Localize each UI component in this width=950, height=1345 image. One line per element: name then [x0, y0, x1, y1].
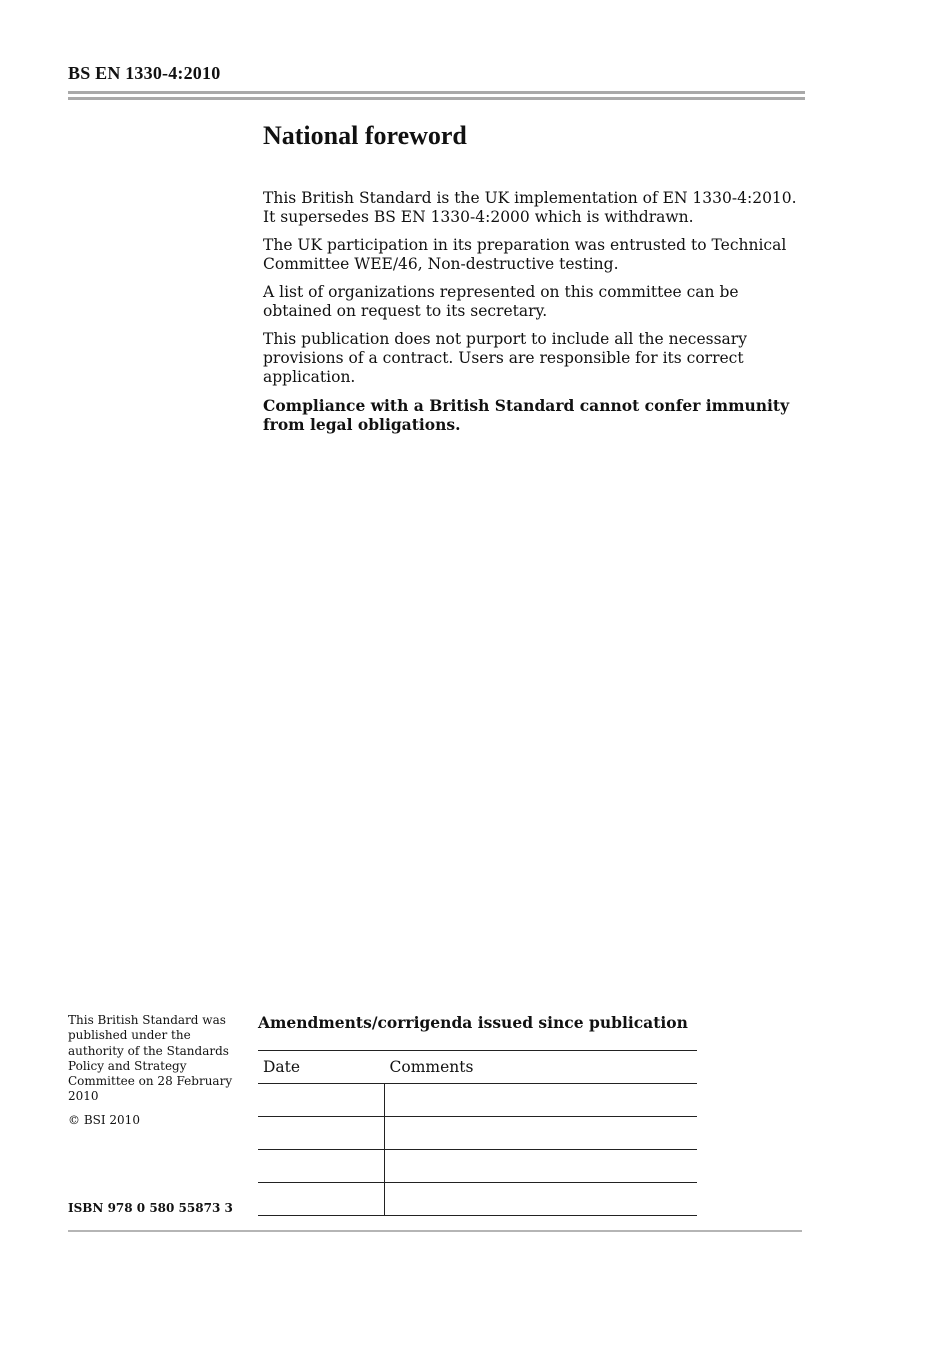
table-row: [258, 1150, 697, 1183]
publication-note: This British Standard was published under the authority of the Standards Policy and Strategy Committee on 28 February 2010: [68, 1013, 233, 1104]
date-cell: [258, 1183, 385, 1216]
header-rule-bottom: [68, 97, 805, 100]
column-header-date: Date: [258, 1051, 385, 1084]
comments-cell: [385, 1117, 698, 1150]
column-header-comments: Comments: [385, 1051, 698, 1084]
table-row: [258, 1084, 697, 1117]
foreword-body: [263, 189, 808, 443]
comments-cell: [385, 1150, 698, 1183]
isbn: ISBN 978 0 580 55873 3: [68, 1201, 233, 1215]
amendments-table: [258, 1050, 697, 1216]
foreword-paragraph: The UK participation in its preparation was entrusted to Technical Committee WEE/46, Non-destructive testing.: [263, 236, 787, 273]
standard-id-header: BS EN 1330-4:2010: [68, 63, 221, 83]
foreword-paragraph: This publication does not purport to include all the necessary provisions of a contract. Users are responsible for its correct application.: [263, 330, 747, 386]
publication-sidebar: [68, 1013, 238, 1136]
amendments-title: Amendments/corrigenda issued since publication: [258, 1013, 688, 1032]
foreword-paragraph: A list of organizations represented on this committee can be obtained on request to its secretary.: [263, 283, 739, 320]
page-title: National foreword: [263, 121, 467, 150]
legal-notice: Compliance with a British Standard cannot confer immunity from legal obligations.: [263, 396, 790, 434]
amendments-header-row: [258, 1051, 697, 1084]
copyright-notice: © BSI 2010: [68, 1112, 140, 1127]
comments-cell: [385, 1084, 698, 1117]
date-cell: [258, 1150, 385, 1183]
date-cell: [258, 1084, 385, 1117]
table-row: [258, 1117, 697, 1150]
date-cell: [258, 1117, 385, 1150]
footer-rule: [68, 1230, 802, 1232]
foreword-paragraph: This British Standard is the UK implementation of EN 1330-4:2010. It supersedes BS EN 1330-4:2000 which is withdrawn.: [263, 189, 797, 226]
comments-cell: [385, 1183, 698, 1216]
header-rule-top: [68, 91, 805, 94]
table-row: [258, 1183, 697, 1216]
